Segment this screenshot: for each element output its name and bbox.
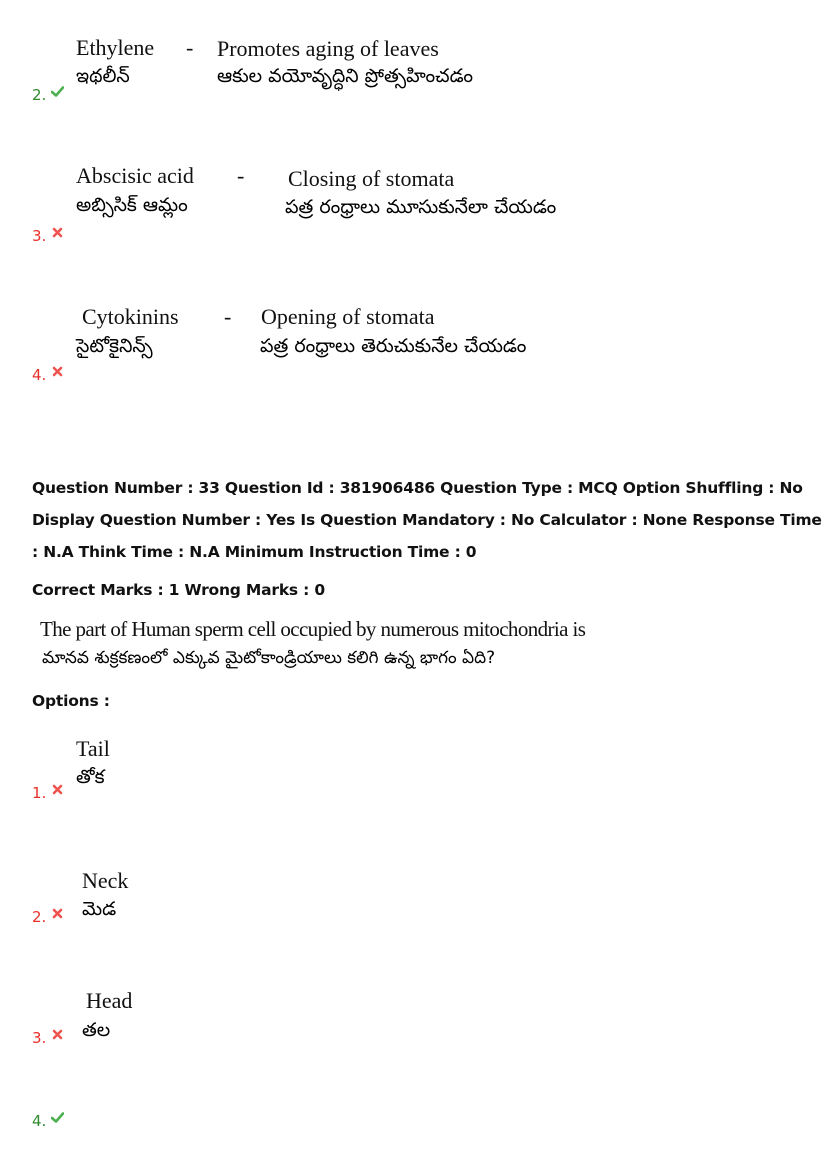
option-number [32, 366, 64, 384]
option-number [32, 908, 64, 926]
option-term-en: Abscisic acid [76, 163, 194, 188]
option-text-te: మెడ [82, 898, 117, 920]
option-number-label: 4. [32, 1112, 47, 1130]
option-number-label: 3. [32, 1029, 47, 1047]
option-text-te: తోక [76, 766, 105, 788]
option-number [32, 784, 64, 802]
option-number-label: 2. [32, 86, 47, 104]
option-text-en: Tail [76, 736, 110, 761]
cross-icon [51, 366, 64, 377]
option-term-te: ఇథలీన్ [76, 65, 130, 87]
question-marks: Correct Marks : 1 Wrong Marks : 0 [32, 581, 325, 599]
option-desc-te: ఆకుల వయోవృద్ధిని ప్రోత్సహించడం [217, 65, 474, 87]
option-term-te: అబ్సిసిక్ ఆమ్లం [76, 194, 188, 216]
option-number-label: 1. [32, 784, 47, 802]
question-text-te: మానవ శుక్రకణంలో ఎక్కువ మైటోకాండ్రియాలు కలిగి ఉన్న భాగం ఏది? [42, 648, 496, 668]
cross-icon [51, 908, 64, 919]
option-desc-en: Promotes aging of leaves [217, 36, 439, 61]
cross-icon [51, 1029, 64, 1040]
question-meta-line-2: Display Question Number : Yes Is Question Mandatory : No Calculator : None Response Time [32, 511, 822, 529]
question-meta-line-3: : N.A Think Time : N.A Minimum Instruction Time : 0 [32, 543, 477, 561]
option-number [32, 1029, 64, 1047]
option-number [32, 1112, 64, 1130]
option-term-en: Cytokinins [82, 304, 179, 329]
option-number [32, 86, 64, 104]
option-desc-te: పత్ర రంధ్రాలు మూసుకునేలా చేయడం [285, 196, 557, 218]
check-icon [51, 86, 64, 97]
cross-icon [51, 227, 64, 238]
options-label: Options : [32, 692, 110, 710]
option-dash: - [237, 163, 245, 188]
question-meta-line-1: Question Number : 33 Question Id : 381906486 Question Type : MCQ Option Shuffling : No [32, 479, 803, 497]
option-text-en: Head [86, 988, 133, 1013]
question-text-en: The part of Human sperm cell occupied by numerous mitochondria is [40, 617, 586, 641]
option-text-en: Neck [82, 868, 129, 893]
option-term-en: Ethylene [76, 35, 155, 60]
option-term-te: సైటోకైనిన్స్ [76, 335, 153, 357]
cross-icon [51, 784, 64, 795]
option-number-label: 4. [32, 366, 47, 384]
option-number [32, 227, 64, 245]
option-text-te: తల [82, 1019, 111, 1041]
option-dash: - [186, 35, 194, 60]
option-desc-te: పత్ర రంధ్రాలు తెరుచుకునేల చేయడం [260, 335, 527, 357]
option-desc-en: Closing of stomata [288, 166, 455, 191]
check-icon [51, 1112, 64, 1123]
option-number-label: 3. [32, 227, 47, 245]
option-dash: - [224, 304, 232, 329]
option-number-label: 2. [32, 908, 47, 926]
option-desc-en: Opening of stomata [261, 304, 435, 329]
